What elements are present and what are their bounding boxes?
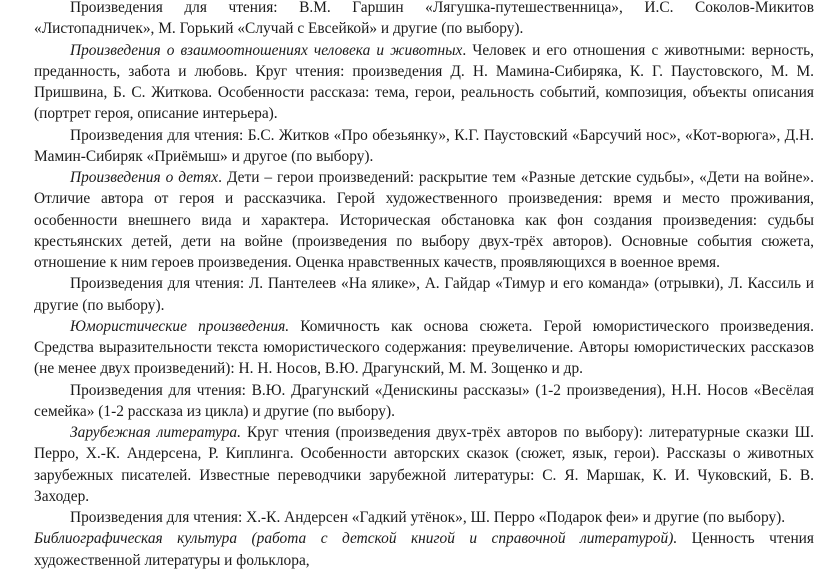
section-heading-italic: Библиографическая культура (работа с детской книгой и справочной литературой).	[34, 530, 678, 548]
paragraph-text: Комичность как основа сюжета. Герой юмористического произведения. Средства выразительности текста юмористического содержания: преувеличение. Авторы юмористических рассказов (не менее двух произведений): Н. Н. Носов, В.Ю. Драгунский, М. М. Зощенко и др.	[34, 317, 814, 378]
paragraph-text: Произведения для чтения: Х.-К. Андерсен «Гадкий утёнок», Ш. Перро «Подарок феи» и другие (по выбору).	[70, 509, 786, 526]
section-heading-italic: Зарубежная литература.	[70, 424, 241, 441]
paragraph-foreign-literature	[34, 422, 814, 507]
section-heading-italic: Произведения о взаимоотношениях человека и животных	[70, 41, 463, 59]
paragraph-text: . Дети – герои произведений: раскрытие тем «Разные детские судьбы», «Дети на войне». Отличие автора от героя и рассказчика. Герой художественного произведения: время и место проживания, особенности внешнего вида и характера. Историческая обстановка как фон создания произведения: судьбы крестьянских детей, дети на войне (произведения по выбору двух-трёх авторов). Основные события сюжета, отношение к ним героев произведения. Оценка нравственных качеств, проявляющихся в военное время.	[34, 169, 814, 271]
paragraph-text: Произведения для чтения: Л. Пантелеев «На ялике», А. Гайдар «Тимур и его команда» (отрывки), Л. Кассиль и другие (по выбору).	[34, 275, 814, 314]
paragraph-reading-list-1	[34, 0, 814, 40]
paragraph-text: Произведения для чтения: Б.С. Житков «Про обезьянку», К.Г. Паустовский «Барсучий нос», «Кот-ворюга», Д.Н. Мамин-Сибиряк «Приёмыш» и другое (по выбору).	[34, 126, 814, 165]
paragraph-humorous-works	[34, 316, 814, 380]
paragraph-text: . Человек и его отношения с животными: верность, преданность, забота и любовь. Круг чтения: произведения Д. Н. Мамина-Сибиряка, К. Г. Паустовского, М. М. Пришвина, Б. С. Житкова. Особенности рассказа: тема, герои, реальность событий, композиция, объекты описания (портрет героя, описание интерьера).	[34, 41, 814, 123]
paragraph-reading-list-5	[34, 507, 814, 528]
paragraph-text: Произведения для чтения: В.Ю. Драгунский «Денискины рассказы» (1-2 произведения), Н.Н. Носов «Весёлая семейка» (1-2 рассказа из цикла) и другие (по выбору).	[34, 381, 814, 420]
paragraph-human-animal-relations	[34, 40, 814, 125]
document-page	[34, 0, 814, 571]
paragraph-reading-list-4	[34, 380, 814, 423]
paragraph-bibliographic-culture	[34, 528, 814, 571]
paragraph-reading-list-2	[34, 125, 814, 168]
paragraph-text: Ценность чтения художественной литературы и фольклора,	[34, 530, 814, 569]
paragraph-works-about-children	[34, 167, 814, 273]
paragraph-text: Произведения для чтения: В.М. Гаршин «Лягушка-путешественница», И.С. Соколов-Микитов «Листопадничек», М. Горький «Случай с Евсейкой» и другие (по выбору).	[34, 0, 814, 38]
paragraph-text: Круг чтения (произведения двух-трёх авторов по выбору): литературные сказки Ш. Перро, Х.-К. Андерсена, Р. Киплинга. Особенности авторских сказок (сюжет, язык, герои). Рассказы о животных зарубежных писателей. Известные переводчики зарубежной литературы: С. Я. Маршак, К. И. Чуковский, Б. В. Заходер.	[34, 424, 814, 505]
paragraph-reading-list-3	[34, 273, 814, 316]
section-heading-italic: Юмористические произведения.	[70, 317, 290, 335]
section-heading-italic: Произведения о детях	[70, 169, 219, 186]
